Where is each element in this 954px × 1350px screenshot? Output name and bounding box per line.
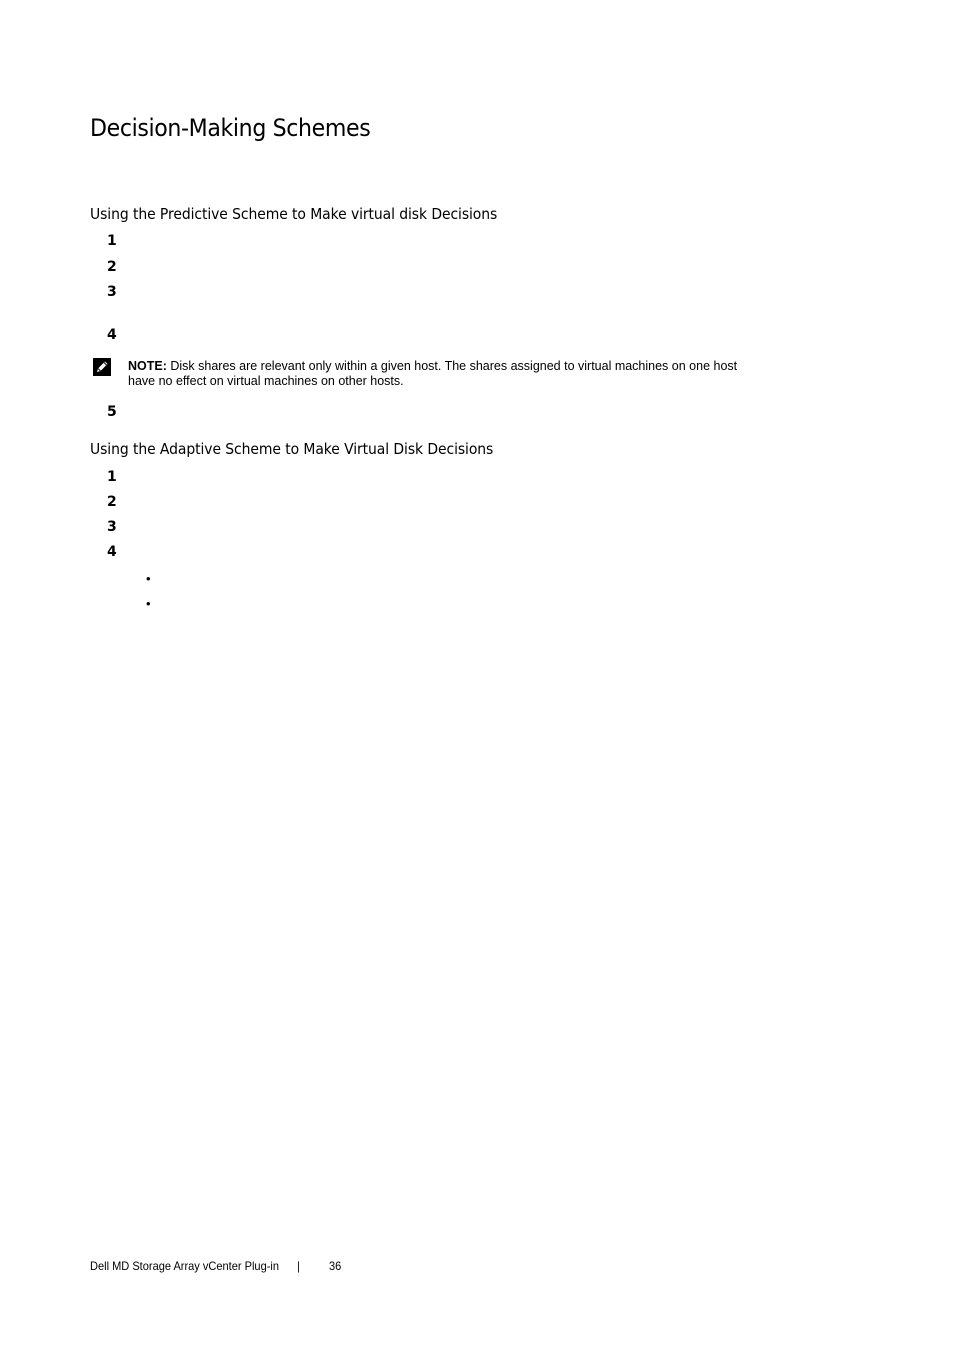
note — [128, 359, 748, 389]
step-number: 2 — [107, 259, 117, 275]
section-heading-predictive: Using the Predictive Scheme to Make virtual disk Decisions — [90, 205, 498, 223]
note-pencil-icon — [92, 357, 112, 377]
step-number: 3 — [107, 284, 117, 300]
step-number: 3 — [107, 519, 117, 535]
step-number: 4 — [107, 544, 117, 560]
bullet: • — [146, 571, 151, 586]
bullet: • — [146, 596, 151, 611]
footer-separator: | — [297, 1259, 300, 1273]
note-body: Disk shares are relevant only within a given host. The shares assigned to virtual machines on one host have no effect on virtual machines on other hosts. — [128, 359, 738, 388]
step-number: 5 — [107, 404, 117, 420]
step-number: 1 — [107, 469, 117, 485]
step-number: 2 — [107, 494, 117, 510]
step-number: 1 — [107, 233, 117, 249]
page-number: 36 — [329, 1259, 342, 1273]
footer-doc-title: Dell MD Storage Array vCenter Plug-in — [90, 1259, 279, 1273]
page-title: Decision-Making Schemes — [90, 114, 371, 142]
step-number: 4 — [107, 327, 117, 343]
section-heading-adaptive: Using the Adaptive Scheme to Make Virtual Disk Decisions — [90, 440, 494, 458]
note-label: NOTE: — [128, 359, 167, 373]
